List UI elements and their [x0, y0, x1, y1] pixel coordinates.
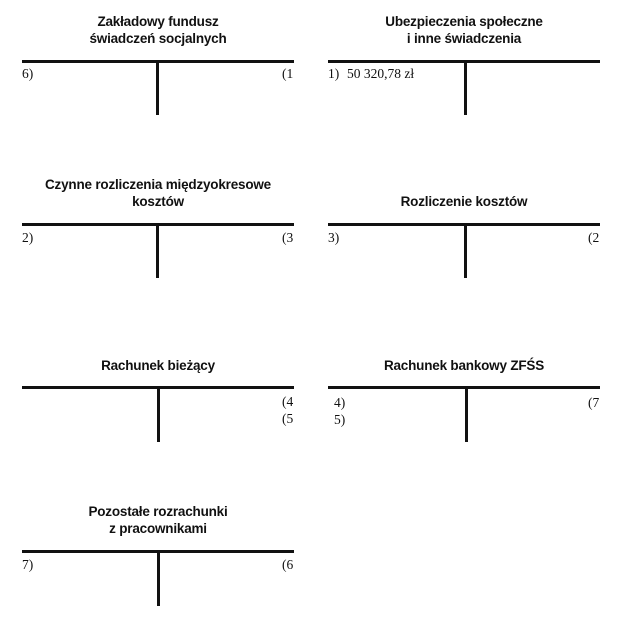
credit-ref: (4 [282, 394, 294, 409]
debit-ref: 2) [22, 230, 34, 245]
account-title-line: świadczeń socjalnych [89, 31, 227, 46]
credit-ref: (7 [588, 395, 600, 410]
debit-ref: 5) [334, 412, 346, 427]
credit-ref: (5 [282, 411, 294, 426]
account-title [328, 193, 600, 210]
t-account-divider [157, 550, 160, 606]
account-title-line: Zakładowy fundusz [97, 14, 219, 29]
debit-ref: 7) [22, 557, 34, 572]
account-title [22, 503, 294, 537]
account-title-line: Rozliczenie kosztów [400, 194, 528, 209]
credit-ref: (2 [588, 230, 600, 245]
account-title-line: Rachunek bankowy ZFŚS [383, 358, 545, 373]
t-account-divider [464, 223, 467, 278]
t-account-divider [156, 223, 159, 278]
account-title-line: z pracownikami [109, 521, 207, 536]
credit-ref: (3 [282, 230, 294, 245]
account-title-line: Rachunek bieżący [101, 358, 215, 373]
account-title [22, 357, 294, 374]
account-title-line: Czynne rozliczenia międzyokresowe [45, 177, 271, 192]
t-account-divider [465, 386, 468, 442]
account-title-line: i inne świadczenia [406, 31, 522, 46]
credit-ref: (6 [282, 557, 294, 572]
account-title [328, 357, 600, 374]
account-title [10, 176, 306, 210]
t-account-divider [157, 386, 160, 442]
debit-ref: 6) [22, 66, 34, 81]
debit-amount: 50 320,78 zł [347, 66, 415, 81]
t-account-divider [156, 60, 159, 115]
credit-ref: (1 [282, 66, 294, 81]
account-title-line: Pozostałe rozrachunki [88, 504, 228, 519]
t-account-top-line [328, 386, 600, 389]
debit-ref: 4) [334, 395, 346, 410]
debit-ref: 3) [328, 230, 340, 245]
t-account-divider [464, 60, 467, 115]
account-title [328, 13, 600, 47]
account-title-line: Ubezpieczenia społeczne [385, 14, 543, 29]
debit-ref: 1) [328, 66, 340, 81]
account-title-line: kosztów [132, 194, 184, 209]
account-title [22, 13, 294, 47]
